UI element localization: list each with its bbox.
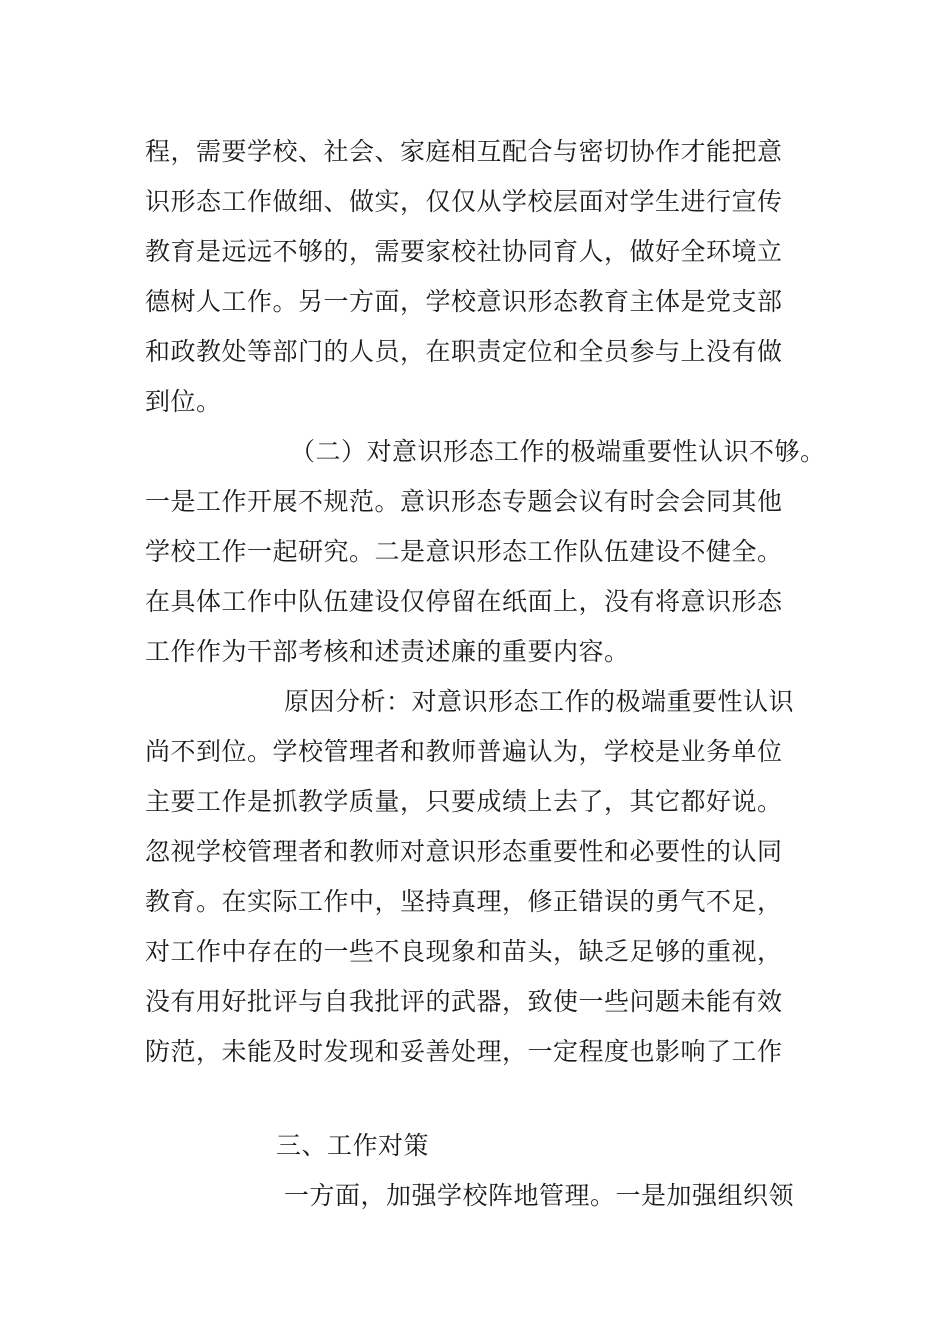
text-line: 一方面，加强学校阵地管理。一是加强组织领 xyxy=(284,1181,795,1210)
text-line: 识形态工作做细、做实，仅仅从学校层面对学生进行宣传 xyxy=(145,187,783,216)
text-line: 防范，未能及时发现和妥善处理，一定程度也影响了工作 xyxy=(145,1037,783,1066)
section-heading: 三、工作对策 xyxy=(276,1131,430,1160)
text-line: 对工作中存在的一些不良现象和苗头，缺乏足够的重视， xyxy=(145,937,783,966)
text-line: 教育是远远不够的，需要家校社协同育人，做好全环境立 xyxy=(145,237,783,266)
text-line: 教育。在实际工作中，坚持真理，修正错误的勇气不足， xyxy=(145,887,783,916)
text-line: 程，需要学校、社会、家庭相互配合与密切协作才能把意 xyxy=(145,137,783,166)
text-line: 忽视学校管理者和教师对意识形态重要性和必要性的认同 xyxy=(145,837,783,866)
text-line: 一是工作开展不规范。意识形态专题会议有时会会同其他 xyxy=(145,487,783,516)
section-subheading: （二）对意识形态工作的极端重要性认识不够。 xyxy=(290,437,826,466)
text-line: 没有用好批评与自我批评的武器，致使一些问题未能有效 xyxy=(145,987,783,1016)
text-line: 在具体工作中队伍建设仅停留在纸面上，没有将意识形态 xyxy=(145,587,783,616)
text-line: 学校工作一起研究。二是意识形态工作队伍建设不健全。 xyxy=(145,537,783,566)
text-line: 工作作为干部考核和述责述廉的重要内容。 xyxy=(145,637,630,666)
text-line: 德树人工作。另一方面，学校意识形态教育主体是党支部 xyxy=(145,287,783,316)
text-line: 到位。 xyxy=(145,387,222,416)
text-line: 原因分析：对意识形态工作的极端重要性认识 xyxy=(284,687,795,716)
text-line: 主要工作是抓教学质量，只要成绩上去了，其它都好说。 xyxy=(145,787,783,816)
text-line: 尚不到位。学校管理者和教师普遍认为，学校是业务单位 xyxy=(145,737,783,766)
text-line: 和政教处等部门的人员，在职责定位和全员参与上没有做 xyxy=(145,337,783,366)
